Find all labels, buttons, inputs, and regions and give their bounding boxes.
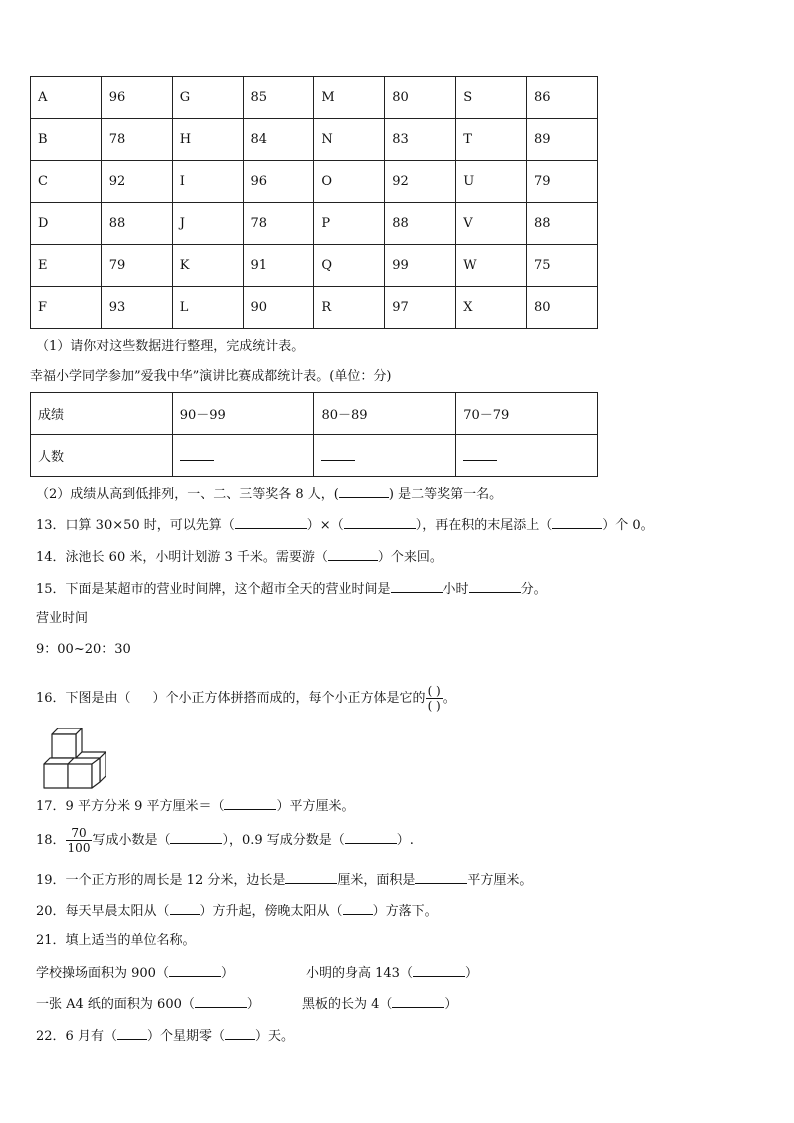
question-19 — [36, 870, 532, 890]
answer-blank[interactable] — [285, 870, 337, 884]
answer-blank[interactable] — [413, 963, 465, 977]
student-name-cell: T — [456, 119, 527, 161]
student-name-cell: U — [456, 161, 527, 203]
text: 14．泳池长 60 米，小明计划游 3 千米。需要游（ — [36, 550, 328, 565]
answer-blank[interactable] — [117, 1026, 147, 1040]
score-cell: 92 — [101, 161, 172, 203]
text: 17．9 平方分米 9 平方厘米＝（ — [36, 799, 225, 814]
answer-blank[interactable] — [463, 447, 497, 461]
answer-blank[interactable] — [469, 579, 521, 593]
text: ）方落下。 — [372, 904, 438, 919]
q21-item — [36, 994, 260, 1014]
score-cell: 80 — [385, 77, 456, 119]
text: ） — [464, 966, 478, 981]
stats-count-row — [31, 435, 598, 477]
text: 。 — [442, 691, 456, 706]
text: 15．下面是某超市的营业时间牌，这个超市全天的营业时间是 — [36, 582, 391, 597]
answer-blank[interactable] — [170, 830, 222, 844]
cube-front-face — [44, 764, 68, 788]
answer-blank[interactable] — [392, 994, 444, 1008]
score-cell: 96 — [101, 77, 172, 119]
fraction-denominator: ( ) — [427, 699, 441, 713]
stats-cell: 90－99 — [172, 393, 314, 435]
score-cell: 88 — [385, 203, 456, 245]
question-14 — [36, 547, 443, 567]
stats-header-row — [31, 393, 598, 435]
scores-table — [30, 76, 598, 329]
student-name-cell: W — [456, 245, 527, 287]
answer-blank[interactable] — [391, 579, 443, 593]
text: 18． — [36, 833, 66, 848]
answer-blank[interactable] — [339, 484, 389, 498]
text: ） — [220, 966, 234, 981]
answer-blank[interactable] — [169, 963, 221, 977]
score-cell: 88 — [101, 203, 172, 245]
sign-title: 营业时间 — [36, 611, 89, 626]
student-name-cell: M — [314, 77, 385, 119]
q21-item — [36, 963, 234, 983]
cube-stack-figure — [42, 728, 106, 790]
student-name-cell: Q — [314, 245, 385, 287]
fraction-denominator: 100 — [67, 841, 91, 855]
answer-blank[interactable] — [321, 447, 355, 461]
question-20 — [36, 901, 438, 921]
table-row — [31, 203, 598, 245]
text: 16．下图是由（ — [36, 691, 131, 706]
stats-cell: 80－89 — [314, 393, 456, 435]
student-name-cell: C — [31, 161, 102, 203]
answer-blank[interactable] — [195, 994, 247, 1008]
score-cell: 89 — [527, 119, 598, 161]
question-17 — [36, 796, 355, 816]
score-cell: 80 — [527, 287, 598, 329]
score-cell: 91 — [243, 245, 314, 287]
q12-part2 — [36, 484, 502, 504]
text: 一张 A4 纸的面积为 600（ — [36, 997, 195, 1012]
score-cell: 90 — [243, 287, 314, 329]
text: ）天。 — [254, 1029, 294, 1044]
table-row — [31, 287, 598, 329]
table-row — [31, 77, 598, 119]
student-name-cell: X — [456, 287, 527, 329]
text: 学校操场面积为 900（ — [36, 966, 169, 981]
question-22 — [36, 1026, 294, 1046]
student-name-cell: A — [31, 77, 102, 119]
stats-cell: 70－79 — [456, 393, 598, 435]
answer-blank-cell[interactable] — [456, 435, 598, 477]
student-name-cell: L — [172, 287, 243, 329]
fraction-numerator: 70 — [66, 826, 93, 841]
cube-front-face — [52, 734, 76, 758]
answer-blank-cell[interactable] — [172, 435, 314, 477]
answer-blank[interactable] — [343, 901, 373, 915]
text: ）平方厘米。 — [276, 799, 355, 814]
answer-blank[interactable] — [328, 547, 378, 561]
q21-item — [306, 963, 478, 983]
table-row — [31, 161, 598, 203]
answer-blank-cell[interactable] — [314, 435, 456, 477]
answer-blank[interactable] — [344, 515, 416, 529]
answer-blank[interactable] — [170, 901, 200, 915]
student-name-cell: R — [314, 287, 385, 329]
fraction-numerator: ( ) — [427, 684, 441, 698]
q12-part1: （1）请你对这些数据进行整理，完成统计表。 — [36, 339, 305, 354]
student-name-cell: S — [456, 77, 527, 119]
text: ） — [444, 997, 458, 1012]
answer-blank[interactable] — [345, 830, 397, 844]
table-row — [31, 119, 598, 161]
answer-blank[interactable] — [225, 1026, 255, 1040]
text: 厘米，面积是 — [337, 873, 416, 888]
text: 19．一个正方形的周长是 12 分米，边长是 — [36, 873, 286, 888]
sign-time: 9：00~20：30 — [36, 642, 131, 657]
score-cell: 97 — [385, 287, 456, 329]
stats-table — [30, 392, 598, 477]
student-name-cell: G — [172, 77, 243, 119]
student-name-cell: H — [172, 119, 243, 161]
score-cell: 78 — [243, 203, 314, 245]
text: 22．6 月有（ — [36, 1029, 117, 1044]
question-13 — [36, 515, 654, 535]
student-name-cell: O — [314, 161, 385, 203]
text: ）个 0。 — [602, 518, 654, 533]
table-row — [31, 245, 598, 287]
answer-blank[interactable] — [415, 870, 467, 884]
q21-item — [302, 994, 457, 1014]
fraction — [66, 826, 93, 855]
text: ），再在积的末尾添上（ — [415, 518, 553, 533]
text: ），0.9 写成分数是（ — [222, 833, 345, 848]
student-name-cell: V — [456, 203, 527, 245]
answer-blank[interactable] — [235, 515, 307, 529]
question-15 — [36, 579, 547, 599]
cube-side-face — [100, 752, 106, 782]
text: ）个小正方体拼搭而成的，每个小正方体是它的 — [152, 691, 426, 706]
score-cell: 85 — [243, 77, 314, 119]
text: 13．口算 30×50 时，可以先算（ — [36, 518, 235, 533]
cube-top-face — [44, 758, 74, 764]
text: ）方升起，傍晚太阳从（ — [199, 904, 343, 919]
student-name-cell: D — [31, 203, 102, 245]
text: ） — [246, 997, 260, 1012]
text: 分。 — [520, 582, 547, 597]
score-cell: 84 — [243, 119, 314, 161]
fraction-blank[interactable] — [426, 684, 443, 713]
text: 写成小数是（ — [92, 833, 171, 848]
score-cell: 88 — [527, 203, 598, 245]
score-cell: 75 — [527, 245, 598, 287]
answer-blank[interactable] — [552, 515, 602, 529]
student-name-cell: K — [172, 245, 243, 287]
cube-front-face — [68, 764, 92, 788]
text: ）个来回。 — [377, 550, 443, 565]
score-cell: 92 — [385, 161, 456, 203]
score-cell: 78 — [101, 119, 172, 161]
stats-table-title: 幸福小学同学参加”爱我中华”演讲比赛成都统计表。(单位：分) — [30, 369, 392, 384]
student-name-cell: F — [31, 287, 102, 329]
question-21: 21．填上适当的单位名称。 — [36, 933, 196, 948]
score-cell: 99 — [385, 245, 456, 287]
score-cell: 79 — [101, 245, 172, 287]
student-name-cell: J — [172, 203, 243, 245]
score-cell: 86 — [527, 77, 598, 119]
question-18 — [36, 822, 414, 860]
stats-cell: 成绩 — [31, 393, 173, 435]
cube-side-face — [92, 758, 100, 788]
student-name-cell: P — [314, 203, 385, 245]
answer-blank[interactable] — [224, 796, 276, 810]
student-name-cell: E — [31, 245, 102, 287]
answer-blank[interactable] — [180, 447, 214, 461]
text: 小时 — [442, 582, 469, 597]
student-name-cell: B — [31, 119, 102, 161]
stats-cell: 人数 — [31, 435, 173, 477]
text: ）×（ — [306, 518, 344, 533]
text: （2）成绩从高到低排列，一、二、三等奖各 8 人，( — [36, 487, 339, 502]
score-cell: 93 — [101, 287, 172, 329]
student-name-cell: I — [172, 161, 243, 203]
score-cell: 96 — [243, 161, 314, 203]
student-name-cell: N — [314, 119, 385, 161]
text: 20．每天早晨太阳从（ — [36, 904, 170, 919]
text: 小明的身高 143（ — [306, 966, 413, 981]
text: 黑板的长为 4（ — [302, 997, 393, 1012]
text: ）. — [396, 833, 414, 848]
question-16 — [36, 682, 456, 716]
text: ）个星期零（ — [146, 1029, 225, 1044]
score-cell: 79 — [527, 161, 598, 203]
score-cell: 83 — [385, 119, 456, 161]
text: 平方厘米。 — [467, 873, 533, 888]
text: ) 是二等奖第一名。 — [388, 487, 503, 502]
